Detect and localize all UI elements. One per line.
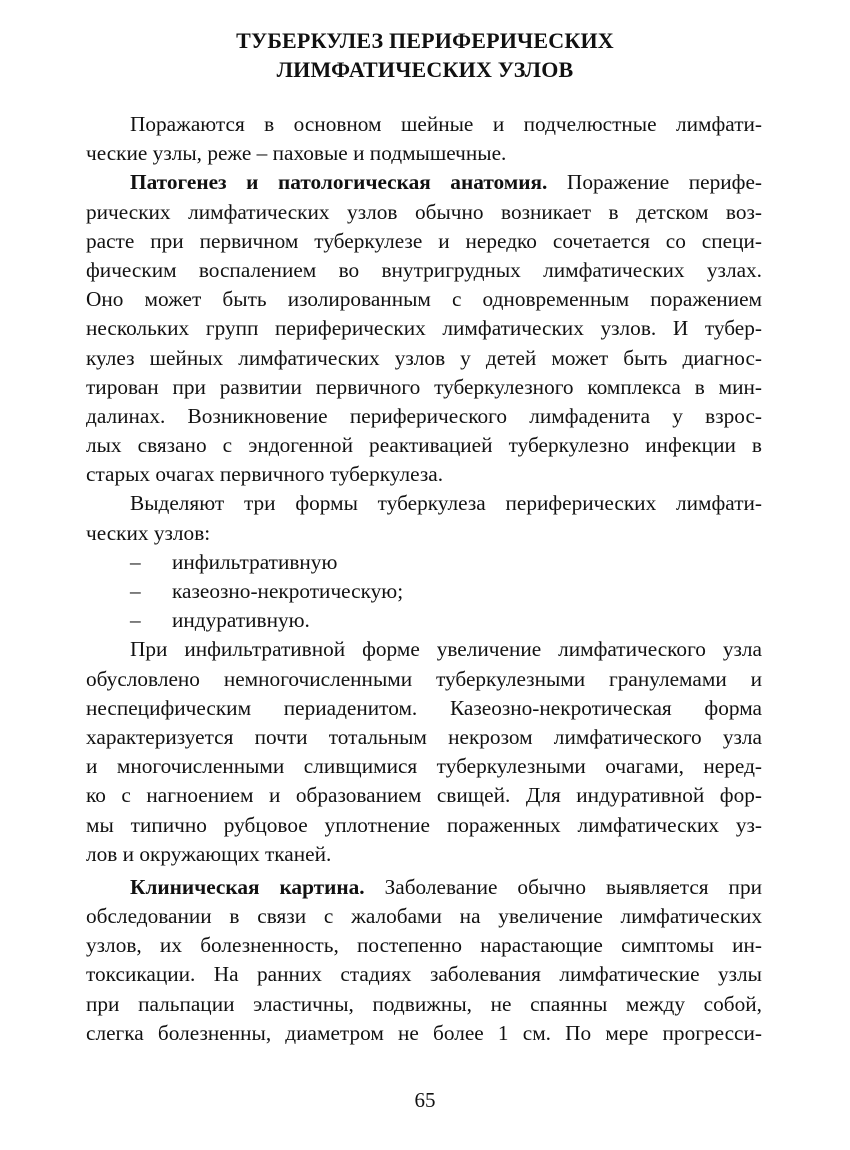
text-line: При инфильтративной форме увеличение лимфатического узла: [130, 637, 762, 662]
pathogenesis-heading: Патогенез и патологическая анатомия.: [130, 170, 548, 195]
list-item: [86, 577, 762, 606]
text-line: кулез шейных лимфатических узлов у детей может быть диагнос-: [86, 345, 762, 370]
text-line: лых связано с эндогенной реактивацией туберкулезно инфекции в: [86, 433, 762, 458]
text-line: рических лимфатических узлов обычно возникает в детском воз-: [86, 199, 762, 224]
list-dash: –: [130, 549, 141, 574]
text-line: слегка болезненны, диаметром не более 1 см. По мере прогресси-: [86, 1020, 762, 1045]
text-line: Выделяют три формы туберкулеза периферических лимфати-: [130, 491, 762, 516]
text-line: лов и окружающих тканей.: [86, 841, 332, 866]
text-line: характеризуется почти тотальным некрозом лимфатического узла: [86, 724, 762, 749]
page-number: 65: [414, 1088, 436, 1112]
list-dash: –: [130, 579, 141, 603]
section-title-line: ТУБЕРКУЛЕЗ ПЕРИФЕРИЧЕСКИХ: [236, 28, 614, 53]
text-line: токсикации. На ранних стадиях заболевания лимфатические узлы: [86, 962, 762, 987]
text-line: узлов, их болезненность, постепенно нарастающие симптомы ин-: [86, 933, 762, 958]
list-item-text: инфильтративную: [172, 549, 338, 574]
list-item: [86, 606, 762, 635]
text-line: ческие узлы, реже – паховые и подмышечные.: [86, 141, 507, 166]
text-line: обусловлено немногочисленными туберкулезными гранулемами и: [86, 666, 762, 691]
list-item-text: индуративную.: [172, 608, 310, 633]
text-line: при пальпации эластичны, подвижны, не спаянны между собой,: [86, 991, 762, 1016]
text-line: ческих узлов:: [86, 520, 211, 545]
list-dash: –: [130, 608, 141, 633]
text-line: тирован при развитии первичного туберкулезного комплекса в мин-: [86, 374, 762, 399]
text-line: и многочисленными сливщимися туберкулезными очагами, неред-: [86, 754, 762, 779]
text-line: Оно может быть изолированным с одновременным поражением: [86, 287, 762, 312]
text-line: далинах. Возникновение периферического лимфаденита у взрос-: [86, 403, 762, 428]
section-title: [0, 26, 850, 84]
text-line: [86, 873, 762, 902]
text-fragment: Заболевание обычно выявляется при: [364, 874, 762, 899]
text-line: ко с нагноением и образованием свищей. Для индуративной фор-: [86, 783, 762, 808]
section-title-line: ЛИМФАТИЧЕСКИХ УЗЛОВ: [276, 57, 574, 82]
list-item: [86, 548, 762, 577]
body-text: [86, 110, 762, 1048]
text-fragment: Поражение перифе-: [547, 170, 762, 195]
text-line: старых очагах первичного туберкулеза.: [86, 462, 444, 487]
text-line: мы типично рубцовое уплотнение пораженных лимфатических уз-: [86, 812, 762, 837]
text-line: нескольких групп периферических лимфатических узлов. И тубер-: [86, 316, 762, 341]
clinical-picture-heading: Клиническая картина.: [130, 874, 365, 899]
list-item-text: казеозно-некротическую;: [172, 579, 404, 603]
text-line: Поражаются в основном шейные и подчелюстные лимфати-: [130, 112, 762, 136]
text-line: обследовании в связи с жалобами на увеличение лимфатических: [86, 904, 762, 929]
text-line: фическим воспалением во внутригрудных лимфатических узлах.: [86, 257, 762, 282]
text-line: неспецифическим периаденитом. Казеозно-некротическая форма: [86, 695, 762, 720]
text-line: [86, 168, 762, 197]
text-line: расте при первичном туберкулезе и нередко сочетается со специ-: [86, 228, 762, 253]
